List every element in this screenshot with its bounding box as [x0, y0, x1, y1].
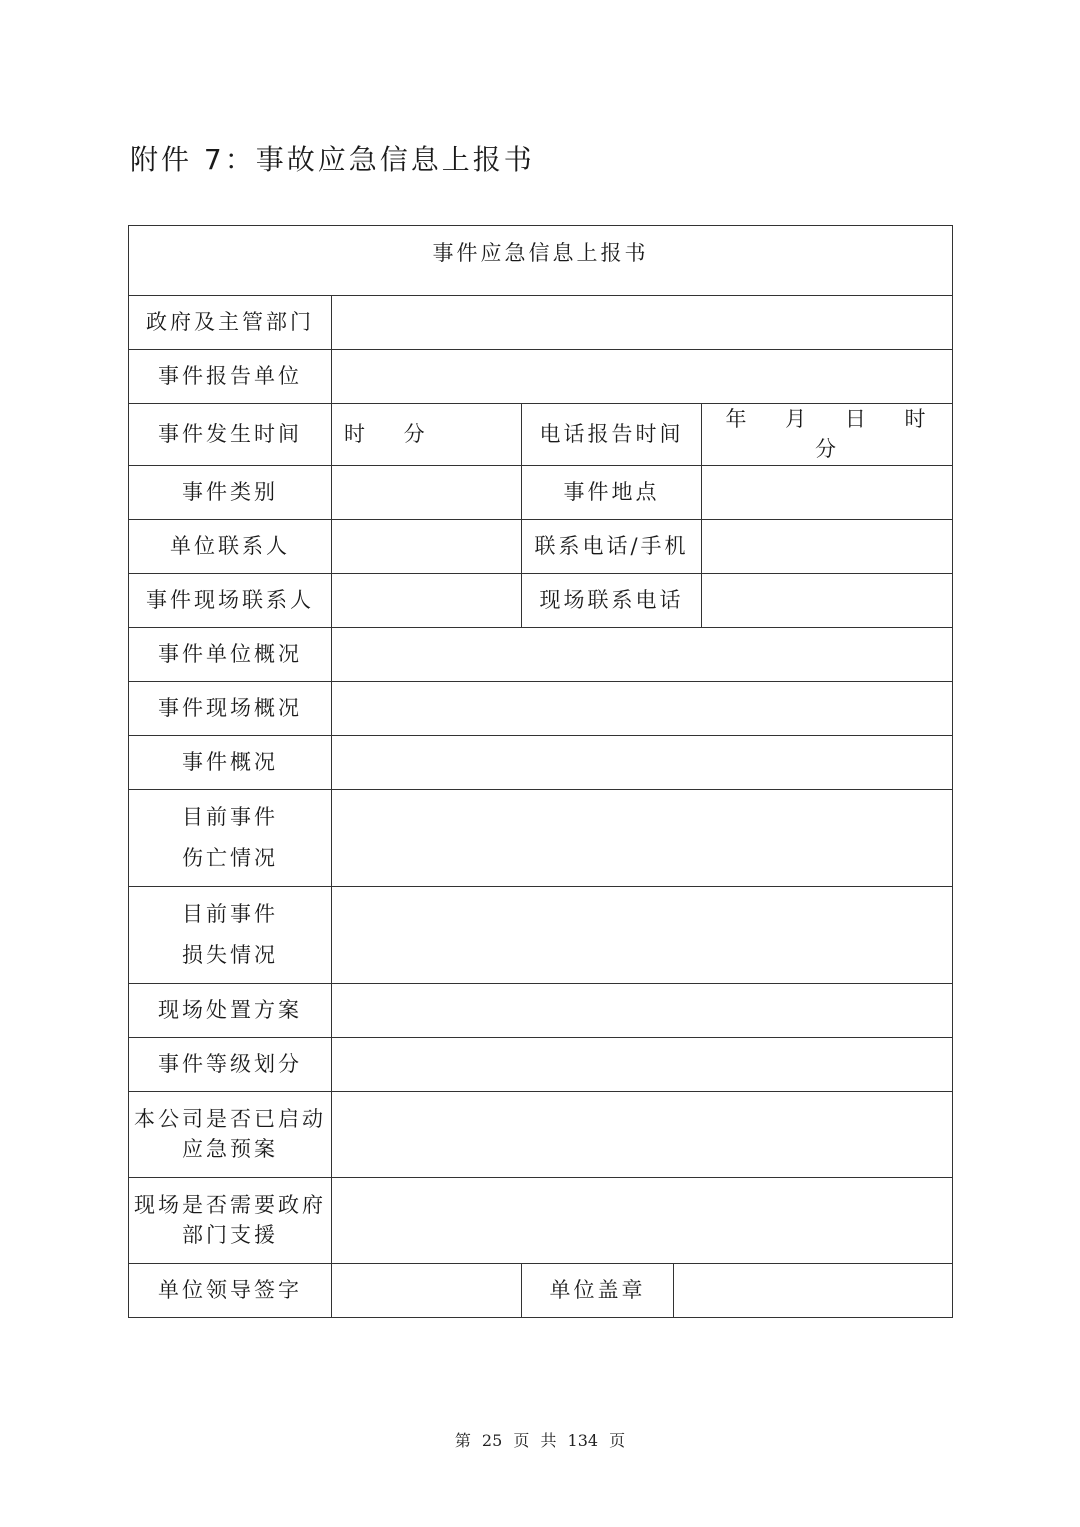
- label-reporting-unit: 事件报告单位: [129, 350, 332, 404]
- label-losses: [129, 886, 332, 983]
- label-contact-phone: 联系电话/手机: [522, 519, 702, 573]
- field-plan-activated[interactable]: [332, 1091, 953, 1177]
- field-site-phone[interactable]: [702, 573, 953, 627]
- field-gov-dept[interactable]: [332, 296, 953, 350]
- field-event-category[interactable]: [332, 465, 522, 519]
- label-phone-report-time: 电话报告时间: [522, 404, 702, 466]
- field-event-location[interactable]: [702, 465, 953, 519]
- field-disposal-plan[interactable]: [332, 983, 953, 1037]
- label-site-contact: 事件现场联系人: [129, 573, 332, 627]
- field-losses[interactable]: [332, 886, 953, 983]
- label-gov-support: [129, 1177, 332, 1263]
- label-event-level: 事件等级划分: [129, 1037, 332, 1091]
- field-unit-contact[interactable]: [332, 519, 522, 573]
- page-number: 第 25 页 共 134 页: [454, 1431, 626, 1450]
- field-contact-phone[interactable]: [702, 519, 953, 573]
- label-unit-overview: 事件单位概况: [129, 627, 332, 681]
- label-event-category: 事件类别: [129, 465, 332, 519]
- field-leader-signature[interactable]: [332, 1263, 522, 1317]
- label-event-overview: 事件概况: [129, 735, 332, 789]
- field-reporting-unit[interactable]: [332, 350, 953, 404]
- label-losses-line2: 损失情况: [182, 942, 278, 967]
- field-casualties[interactable]: [332, 789, 953, 886]
- label-event-location: 事件地点: [522, 465, 702, 519]
- label-leader-signature: 单位领导签字: [129, 1263, 332, 1317]
- form-title: 事件应急信息上报书: [129, 226, 953, 296]
- label-losses-line1: 目前事件: [182, 901, 278, 926]
- label-plan-activated-line1: 本公司是否已启动: [134, 1106, 326, 1131]
- label-casualties-line1: 目前事件: [182, 804, 278, 829]
- field-event-level[interactable]: [332, 1037, 953, 1091]
- label-unit-contact: 单位联系人: [129, 519, 332, 573]
- field-event-time[interactable]: 时 分: [332, 404, 522, 466]
- label-plan-activated: [129, 1091, 332, 1177]
- label-site-overview: 事件现场概况: [129, 681, 332, 735]
- field-phone-report-time[interactable]: 年 月 日 时 分: [702, 404, 953, 466]
- label-unit-seal: 单位盖章: [522, 1263, 674, 1317]
- field-site-overview[interactable]: [332, 681, 953, 735]
- label-gov-support-line2: 部门支援: [182, 1223, 278, 1248]
- label-plan-activated-line2: 应急预案: [182, 1137, 278, 1162]
- field-event-overview[interactable]: [332, 735, 953, 789]
- label-event-time: 事件发生时间: [129, 404, 332, 466]
- label-gov-support-line1: 现场是否需要政府: [134, 1192, 326, 1217]
- incident-report-form: [128, 225, 953, 1318]
- label-disposal-plan: 现场处置方案: [129, 983, 332, 1037]
- attachment-heading: 附件 7：事故应急信息上报书: [130, 143, 535, 176]
- label-casualties-line2: 伤亡情况: [182, 845, 278, 870]
- field-gov-support[interactable]: [332, 1177, 953, 1263]
- label-site-phone: 现场联系电话: [522, 573, 702, 627]
- label-casualties: [129, 789, 332, 886]
- field-unit-seal[interactable]: [674, 1263, 953, 1317]
- label-gov-dept: 政府及主管部门: [129, 296, 332, 350]
- field-site-contact[interactable]: [332, 573, 522, 627]
- field-unit-overview[interactable]: [332, 627, 953, 681]
